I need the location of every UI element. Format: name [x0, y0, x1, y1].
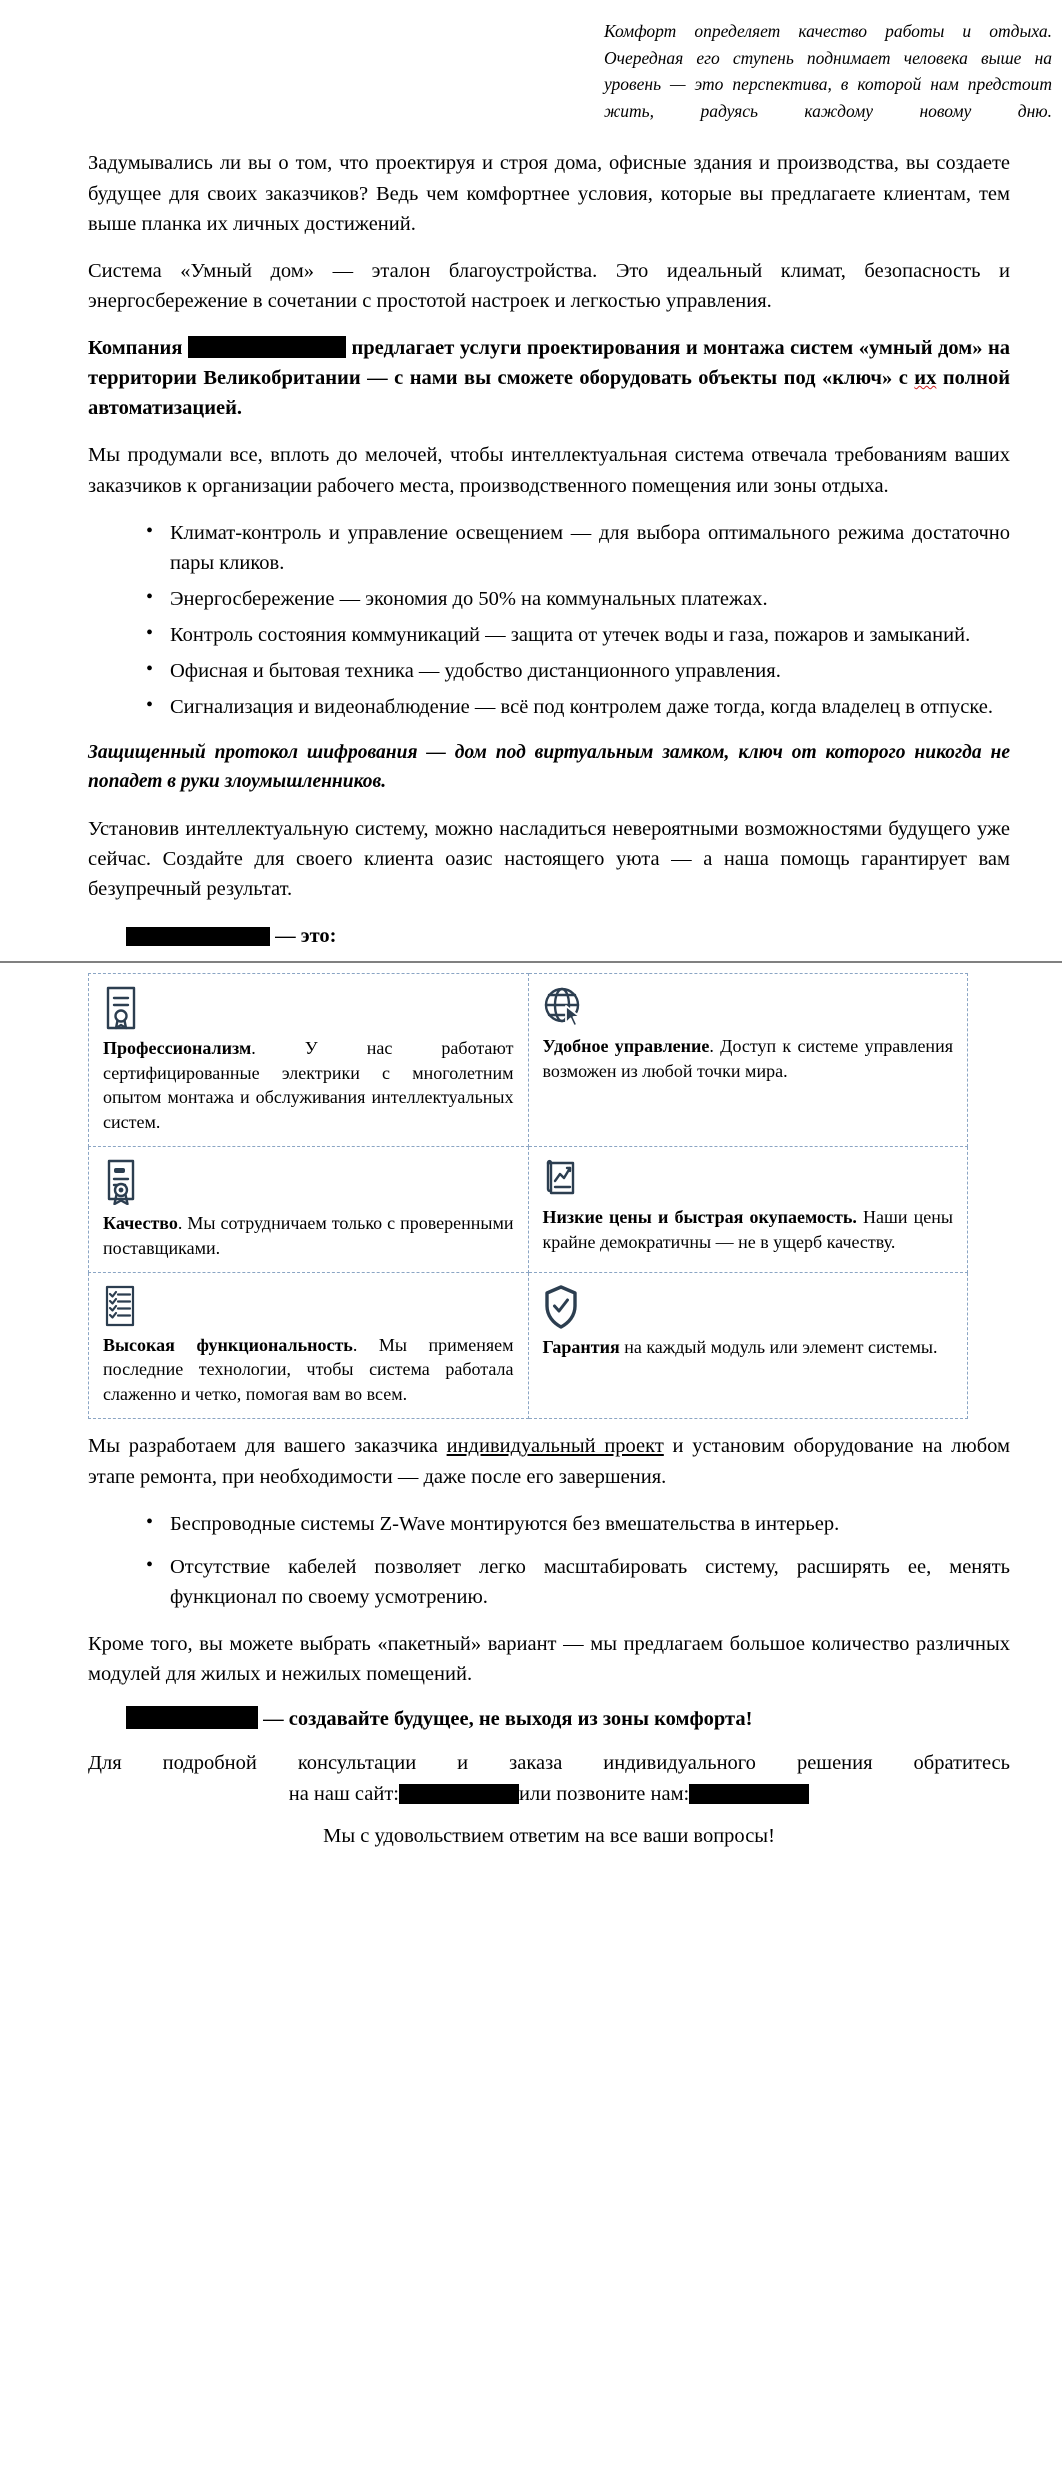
table-row	[89, 1273, 968, 1419]
advantage-title: Профессионализм	[103, 1038, 252, 1059]
document-body	[0, 148, 1062, 951]
project-text-part-1: Мы разработаем для вашего заказчика	[88, 1435, 447, 1458]
epigraph: Комфорт определяет качество работы и отдыха. Очередная его ступень поднимает человека выше на уровень — это перспектива, в которой нам предстоит жить, радуясь каждому новому дню.	[604, 21, 1052, 121]
table-row	[89, 974, 968, 1147]
table-row	[89, 1147, 968, 1273]
advantage-text	[543, 1036, 953, 1080]
advantage-title: Низкие цены и быстрая окупаемость.	[542, 1207, 857, 1228]
advantage-text	[103, 1038, 514, 1131]
paragraph-install-benefits: Установив интеллектуальную систему, можно насладиться невероятными возможностями будущего уже сейчас. Создайте для своего клиента оазис настоящего уюта — а наша помощь гарантирует вам безупречный результат.	[88, 817, 1010, 900]
list-item: • Офисная и бытовая техника — удобство дистанционного управления.	[144, 656, 1010, 686]
advantage-text	[543, 1337, 938, 1357]
offer-suffix-text: полной автоматизацией.	[88, 367, 1011, 420]
slogan-text: — создавайте будущее, не выходя из зоны комфорта!	[263, 1708, 753, 1731]
redacted-website-bar	[399, 1784, 519, 1804]
list-item: • Энергосбережение — экономия до 50% на коммунальных платежах.	[144, 584, 1010, 614]
this-is-text: — это:	[275, 925, 337, 948]
certificate-document-icon	[103, 986, 514, 1030]
advantage-title: Удобное управление	[542, 1036, 710, 1057]
advantage-cell-professionalism	[89, 974, 529, 1147]
chart-scroll-icon	[543, 1159, 954, 1199]
advantage-title: Гарантия	[542, 1337, 620, 1357]
paragraph-smart-home-standard: Система «Умный дом» — эталон благоустройства. Это идеальный климат, безопасность и энергосбережение в сочетании с простотой настроек и легкостью управления.	[88, 259, 1010, 312]
list-item: • Климат-контроль и управление освещением — для выбора оптимального режима достаточно пары кликов.	[144, 518, 1010, 578]
page-break-separator	[0, 961, 1062, 963]
redacted-phone-bar	[689, 1784, 809, 1804]
paragraph-intro: Задумывались ли вы о том, что проектируя и строя дома, офисные здания и производства, вы создаете будущее для своих заказчиков? Ведь чем комфортнее условия, которые вы предлагаете клиентам, тем выше планка их личных достижений.	[88, 152, 1010, 235]
redacted-company-name-bar	[126, 1706, 258, 1729]
list-item: • Сигнализация и видеонаблюдение — всё под контролем даже тогда, когда владелец в отпуске.	[144, 692, 1010, 722]
this-is-line	[88, 921, 1010, 951]
advantage-cell-functionality	[89, 1273, 529, 1419]
list-item: • Контроль состояния коммуникаций — защита от утечек воды и газа, пожаров и замыканий.	[144, 620, 1010, 650]
advantage-text	[103, 1213, 514, 1257]
paragraph-company-offer	[88, 333, 1010, 423]
advantages-table	[88, 973, 968, 1419]
contact-phone-label: или позвоните нам:	[518, 1783, 690, 1806]
offer-body-text: предлагает услуги проектирования и монтажа систем «умный дом» на территории Великобритании — с нами вы сможете оборудовать объекты под «ключ» с	[88, 337, 1011, 390]
advantage-body: . Мы сотрудничаем только с проверенными поставщиками.	[103, 1213, 514, 1258]
globe-cursor-icon	[543, 986, 954, 1028]
document-body-lower	[0, 1419, 1062, 1847]
advantage-title: Высокая функциональность	[103, 1335, 353, 1355]
closing-line: Мы с удовольствием ответим на все ваши вопросы!	[323, 1824, 775, 1847]
contact-block	[88, 1748, 1010, 1810]
advantage-text	[103, 1335, 514, 1404]
advantage-body: . Мы применяем последние технологии, чтобы система работала слаженно и четко, помогая вам во всем.	[103, 1335, 514, 1404]
advantage-body: . У нас работают сертифицированные электрики с многолетним опытом монтажа и обслуживания интеллектуальных систем.	[103, 1038, 514, 1132]
paragraph-details: Мы продумали все, вплоть до мелочей, чтобы интеллектуальная система отвечала требованиям ваших заказчиков к организации рабочего места, производственного помещения или зоны отдыха.	[88, 444, 1010, 497]
checklist-icon	[103, 1285, 514, 1327]
advantage-cell-warranty	[528, 1273, 968, 1419]
company-slogan	[88, 1706, 1010, 1731]
shield-check-icon	[543, 1285, 954, 1329]
features-list	[88, 518, 1010, 723]
paragraph-individual-project	[88, 1431, 1010, 1491]
project-underlined-phrase: индивидуальный проект	[446, 1435, 664, 1458]
contact-lead-text: Для подробной консультации и заказа индивидуального решения обратитесь	[88, 1752, 1010, 1775]
redacted-company-name-bar	[188, 336, 346, 358]
certificate-ribbon-icon	[103, 1159, 514, 1205]
offer-prefix-text: Компания	[88, 337, 183, 359]
contact-site-label: на наш сайт:	[288, 1783, 399, 1806]
advantage-text	[543, 1207, 954, 1251]
offer-underlined-word: их	[914, 367, 937, 390]
advantage-cell-quality	[89, 1147, 529, 1273]
advantage-cell-convenient-control	[528, 974, 968, 1147]
list-item: • Беспроводные системы Z-Wave монтируются без вмешательства в интерьер.	[144, 1509, 1010, 1539]
list-item: • Отсутствие кабелей позволяет легко масштабировать систему, расширять ее, менять функционал по своему усмотрению.	[144, 1552, 1010, 1612]
project-text-part-2: и установим оборудование на любом этапе ремонта, при необходимости — даже после его завершения.	[88, 1435, 1010, 1488]
advantage-body: на каждый модуль или элемент системы.	[619, 1337, 938, 1357]
advantage-body: Наши цены крайне демократичны — не в ущерб качеству.	[542, 1207, 953, 1252]
advantage-body: . Доступ к системе управления возможен из любой точки мира.	[542, 1036, 953, 1081]
security-protocol-note: Защищенный протокол шифрования — дом под виртуальным замком, ключ от которого никогда не попадет в руки злоумышленников.	[88, 742, 1010, 793]
advantage-title: Качество	[103, 1213, 178, 1234]
paragraph-package-option: Кроме того, вы можете выбрать «пакетный» вариант — мы предлагаем большое количество различных модулей для жилых и нежилых помещений.	[88, 1633, 1010, 1686]
redacted-company-name-bar	[126, 927, 270, 946]
wireless-list	[88, 1509, 1010, 1612]
advantage-cell-low-prices	[528, 1147, 968, 1273]
